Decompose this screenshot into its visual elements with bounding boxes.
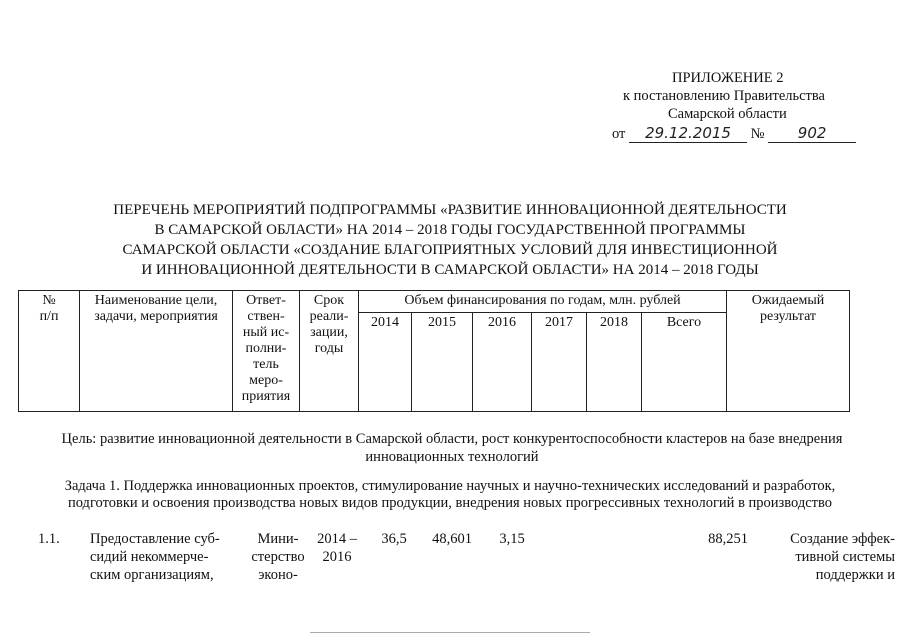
row-result: Создание эффек- тивной системы поддержки и: [790, 531, 895, 583]
title-line-4: И ИННОВАЦИОННОЙ ДЕЯТЕЛЬНОСТИ В САМАРСКОЙ ОБЛАСТИ» НА 2014 – 2018 ГОДЫ: [141, 262, 759, 278]
appendix-region: Самарской области: [668, 106, 787, 122]
decree-number: 902: [768, 125, 856, 143]
header-total: Всего: [642, 313, 727, 412]
decree-date: 29.12.2015: [629, 125, 747, 143]
appendix-date-line: [612, 125, 856, 143]
row-measure-name: Предоставление суб- сидий некоммерче- ским организациям,: [90, 531, 220, 583]
title-line-1: ПЕРЕЧЕНЬ МЕРОПРИЯТИЙ ПОДПРОГРАММЫ «РАЗВИТИЕ ИННОВАЦИОННОЙ ДЕЯТЕЛЬНОСТИ: [113, 202, 787, 218]
header-year: 2017: [532, 313, 587, 412]
header-year: 2015: [412, 313, 473, 412]
appendix-title: ПРИЛОЖЕНИЕ 2: [672, 70, 784, 86]
date-prefix: от: [612, 126, 626, 142]
number-prefix: №: [750, 126, 765, 142]
task-text: Задача 1. Поддержка инновационных проектов, стимулирование научных и научно-технических исследований и разработок, подготовки и освоения производства новых видов продукции, внедрения новых прогрессивных технологий в производство: [64, 478, 836, 511]
row-2014: 36,5: [381, 531, 407, 547]
header-year: 2014: [359, 313, 412, 412]
header-year: 2016: [473, 313, 532, 412]
header-term: Срок реали- зации, годы: [300, 291, 359, 412]
header-funding: Объем финансирования по годам, млн. рублей: [359, 291, 727, 313]
title-line-3: САМАРСКОЙ ОБЛАСТИ «СОЗДАНИЕ БЛАГОПРИЯТНЫХ УСЛОВИЙ ДЛЯ ИНВЕСТИЦИОННОЙ: [122, 242, 778, 258]
header-result: Ожидаемый результат: [727, 291, 850, 412]
row-2015: 48,601: [432, 531, 472, 547]
title-line-2: В САМАРСКОЙ ОБЛАСТИ» НА 2014 – 2018 ГОДЫ ГОСУДАРСТВЕННОЙ ПРОГРАММЫ: [154, 222, 746, 238]
header-name: Наименование цели, задачи, мероприятия: [80, 291, 233, 412]
appendix-decree: к постановлению Правительства: [623, 88, 825, 104]
goal-text: Цель: развитие инновационной деятельности в Самарской области, рост конкурентоспособности кластеров на базе внедрения инновационных технологий: [61, 431, 843, 465]
row-number: 1.1.: [38, 531, 60, 547]
measures-table-header: [18, 290, 850, 412]
page-edge-divider: [310, 632, 590, 633]
header-responsible: Ответ- ствен- ный ис- полни- тель меро- приятия: [233, 291, 300, 412]
row-term: 2014 – 2016: [317, 531, 357, 565]
document-title: [60, 200, 840, 280]
row-2016: 3,15: [499, 531, 525, 547]
row-total: 88,251: [708, 531, 748, 547]
row-responsible: Мини- стерство эконо-: [251, 531, 305, 583]
header-num: № п/п: [19, 291, 80, 412]
header-year: 2018: [587, 313, 642, 412]
